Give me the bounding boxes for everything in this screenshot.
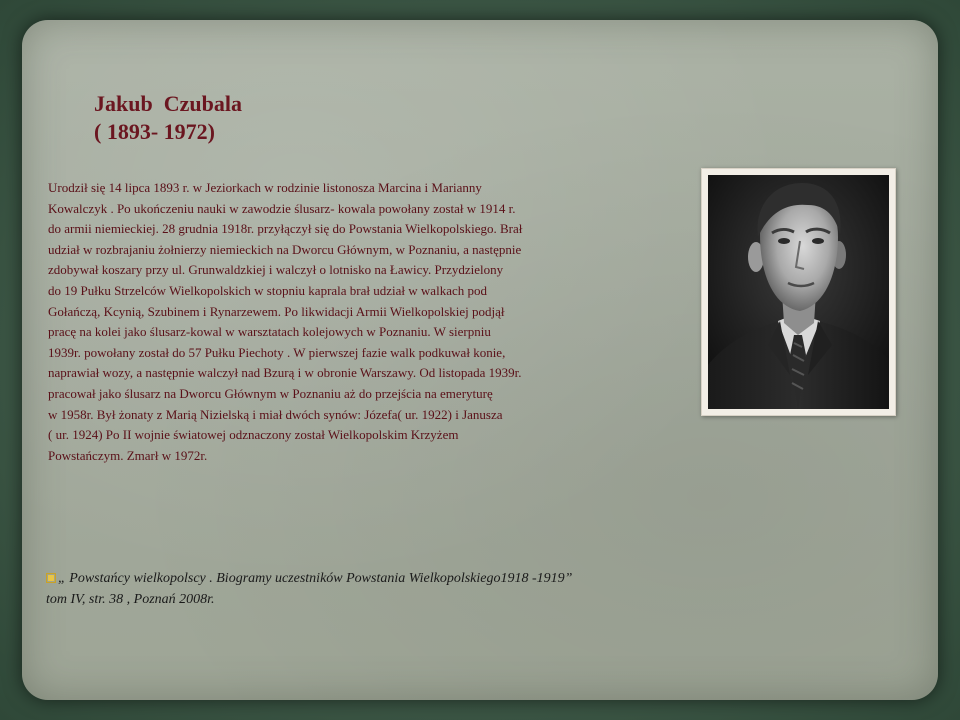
biography-text <box>48 178 698 466</box>
title-name: Jakub Czubala <box>94 91 242 116</box>
source-text-1: „ Powstańcy wielkopolscy . Biogramy uczestników Powstania Wielkopolskiego1918 -1919” <box>58 571 573 586</box>
portrait-photo <box>701 168 896 416</box>
source-citation <box>46 568 572 610</box>
source-line-1 <box>46 568 572 589</box>
biography-line: do armii niemieckiej. 28 grudnia 1918r. przyłączył się do Powstania Wielkopolskiego. Brał <box>48 221 523 237</box>
portrait-image <box>708 175 889 409</box>
biography-line: ( ur. 1924) Po II wojnie światowej odznaczony został Wielkopolskim Krzyżem <box>48 427 459 443</box>
square-bullet-icon <box>46 569 56 579</box>
biography-line: naprawiał wozy, a następnie walczył nad Bzurą i w obronie Warszawy. Od listopada 1939r. <box>48 365 522 381</box>
biography-line: Gołańczą, Kcynią, Szubinem i Rynarzewem. Po likwidacji Armii Wielkopolskiej podjął <box>48 303 505 319</box>
biography-line: 1939r. powołany został do 57 Pułku Piechoty . W pierwszej fazie walk podkuwał konie, <box>48 344 506 360</box>
page-title <box>94 90 242 146</box>
source-line-2: tom IV, str. 38 , Poznań 2008r. <box>46 592 215 607</box>
biography-line: do 19 Pułku Strzelców Wielkopolskich w stopniu kaprala brał udział w walkach pod <box>48 282 487 298</box>
biography-line: zdobywał koszary przy ul. Grunwaldzkiej i walczył o lotnisko na Ławicy. Przydzielony <box>48 262 504 278</box>
biography-line: pracował jako ślusarz na Dworcu Głównym w Poznaniu aż do przejścia na emeryturę <box>48 385 493 401</box>
biography-line: Powstańczym. Zmarł w 1972r. <box>48 447 208 463</box>
biography-line: pracę na kolei jako ślusarz-kowal w warsztatach kolejowych w Poznaniu. W sierpniu <box>48 324 491 340</box>
title-years: ( 1893- 1972) <box>94 119 215 144</box>
biography-line: udział w rozbrajaniu żołnierzy niemieckich na Dworcu Głównym, w Poznaniu, a następnie <box>48 241 522 257</box>
biography-line: w 1958r. Był żonaty z Marią Nizielską i miał dwóch synów: Józefa( ur. 1922) i Janusza <box>48 406 503 422</box>
biography-line: Urodził się 14 lipca 1893 r. w Jeziorkach w rodzinie listonosza Marcina i Marianny <box>48 180 482 195</box>
biography-line: Kowalczyk . Po ukończeniu nauki w zawodzie ślusarz- kowala powołany został w 1914 r. <box>48 200 516 216</box>
slide-paper <box>22 20 938 700</box>
